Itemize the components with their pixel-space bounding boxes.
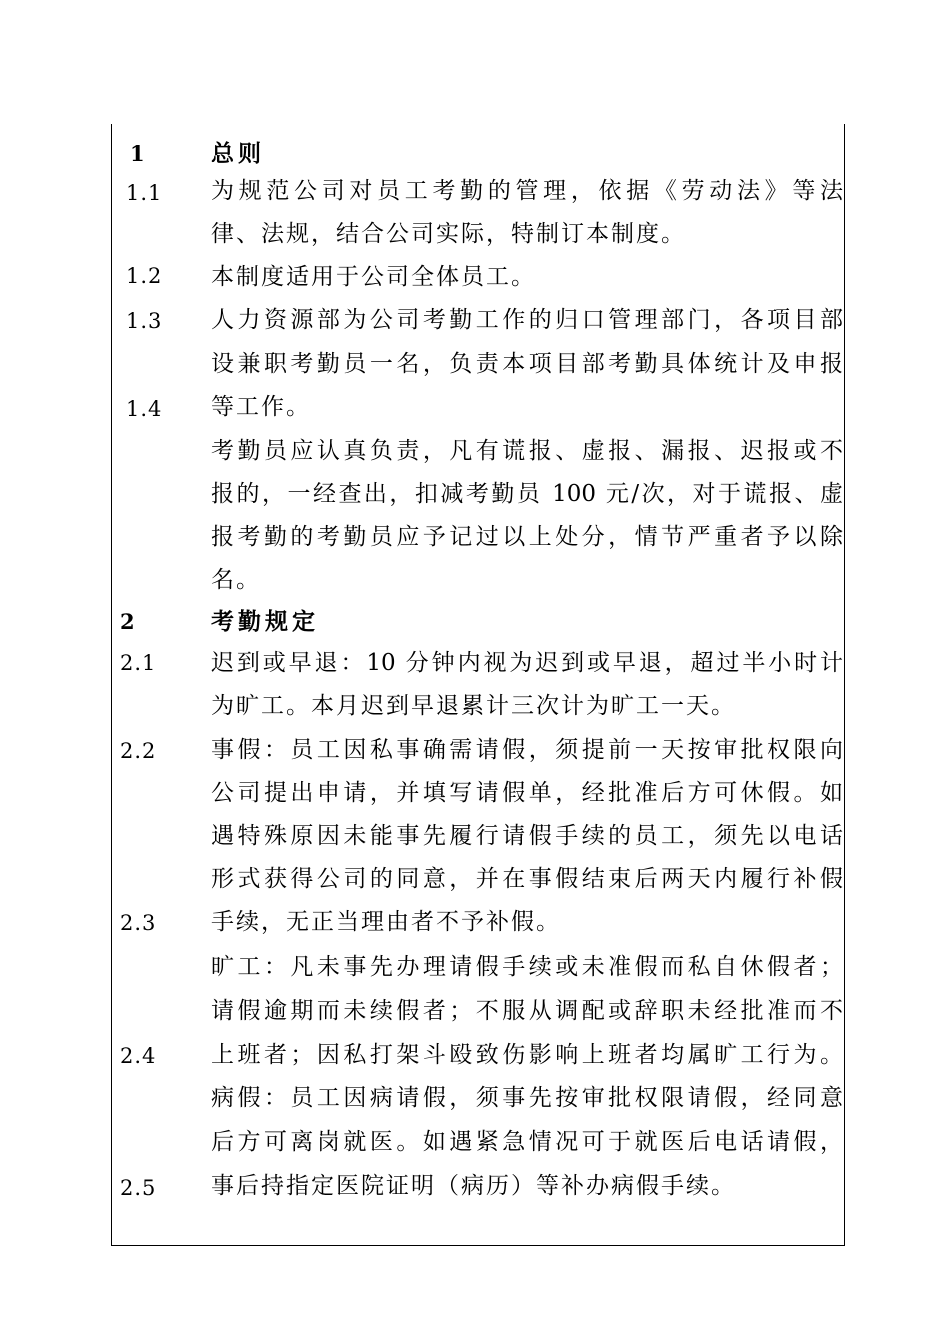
text-line: 遇特殊原因未能事先履行请假手续的员工，须先以电话 [211, 823, 843, 849]
clause-number-2-2: 2.2 [120, 739, 157, 763]
text-line: 考勤员应认真负责，凡有谎报、虚报、漏报、迟报或不 [211, 438, 843, 464]
text-line: 手续，无正当理由者不予补假。 [211, 909, 561, 935]
text-line: 报的，一经查出，扣减考勤员 100 元/次，对于谎报、虚 [211, 481, 843, 507]
text-line: 为旷工。本月迟到早退累计三次计为旷工一天。 [211, 693, 736, 719]
text-line: 后方可离岗就医。如遇紧急情况可于就医后电话请假， [211, 1129, 843, 1155]
text-line: 人力资源部为公司考勤工作的归口管理部门，各项目部 [211, 307, 843, 333]
text-line: 上班者；因私打架斗殴致伤影响上班者均属旷工行为。 [211, 1042, 843, 1068]
text-line: 事假：员工因私事确需请假，须提前一天按审批权限向 [211, 737, 843, 763]
text-line: 等工作。 [211, 394, 311, 420]
text-line: 为规范公司对员工考勤的管理，依据《劳动法》等法 [211, 178, 843, 204]
text-line: 事后持指定医院证明（病历）等补办病假手续。 [211, 1173, 736, 1199]
clause-number-2-4: 2.4 [120, 1044, 157, 1068]
section-number-1: 1 [130, 141, 145, 166]
clause-number-2-3: 2.3 [120, 911, 157, 935]
text-line: 请假逾期而未续假者；不服从调配或辞职未经批准而不 [211, 998, 843, 1024]
clause-number-1-2: 1.2 [126, 264, 163, 288]
document-frame [111, 124, 845, 1246]
section-heading-2: 考勤规定 [211, 608, 319, 635]
clause-number-2-1: 2.1 [120, 651, 157, 675]
text-line: 旷工：凡未事先办理请假手续或未准假而私自休假者； [211, 954, 843, 980]
text-line: 形式获得公司的同意，并在事假结束后两天内履行补假 [211, 866, 843, 892]
clause-number-1-1: 1.1 [126, 181, 163, 205]
text-line: 公司提出申请，并填写请假单，经批准后方可休假。如 [211, 780, 843, 806]
text-line: 本制度适用于公司全体员工。 [211, 264, 536, 290]
text-line: 名。 [211, 567, 261, 593]
text-line: 报考勤的考勤员应予记过以上处分，情节严重者予以除 [211, 524, 843, 550]
text-line: 迟到或早退：10 分钟内视为迟到或早退，超过半小时计 [211, 650, 843, 676]
section-heading-1: 总则 [211, 140, 265, 167]
section-number-2: 2 [120, 609, 135, 634]
clause-number-1-3: 1.3 [126, 309, 163, 333]
text-line: 律、法规，结合公司实际，特制订本制度。 [211, 221, 686, 247]
clause-number-1-4: 1.4 [126, 397, 163, 421]
text-line: 设兼职考勤员一名，负责本项目部考勤具体统计及申报 [211, 351, 843, 377]
clause-number-2-5: 2.5 [120, 1176, 157, 1200]
text-line: 病假：员工因病请假，须事先按审批权限请假，经同意 [211, 1085, 843, 1111]
